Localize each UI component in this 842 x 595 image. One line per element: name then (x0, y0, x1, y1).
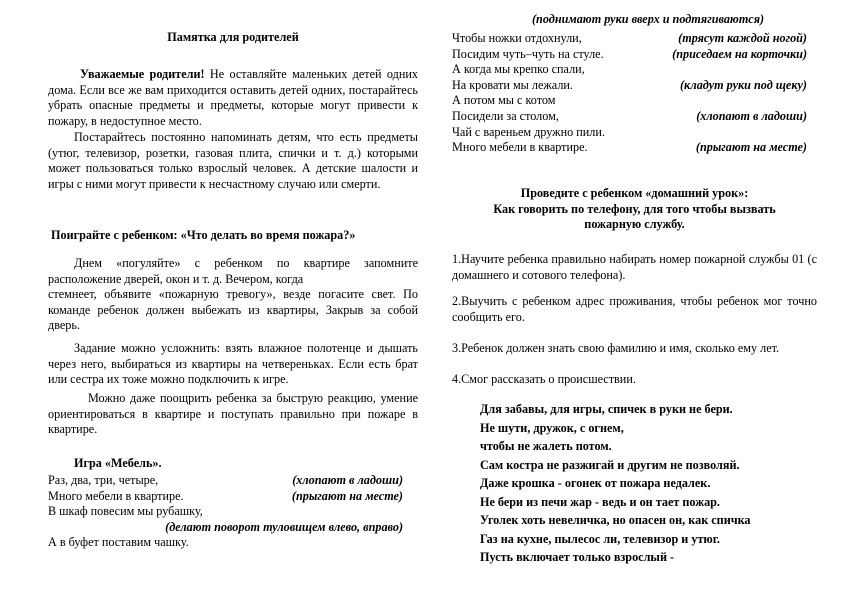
lesson-step-1: 1.Научите ребенка правильно набирать номер пожарной службы 01 (с домашнего и сотового телефона). (452, 252, 817, 282)
verse-text: В шкаф повесим мы рубашку, (48, 504, 203, 519)
verse-text: Посидели за столом, (452, 108, 559, 123)
verse-line (452, 62, 807, 78)
verse-text: На кровати мы лежали. (452, 77, 573, 92)
mebel-heading: Игра «Мебель». (74, 456, 162, 470)
verse-action: (кладут руки под щеку) (679, 77, 807, 92)
verse-action: (приседаем на корточки) (672, 46, 807, 61)
verse-line (452, 31, 807, 47)
verse-line (452, 140, 807, 156)
verse-line (452, 93, 807, 109)
poem-line: Пусть включает только взрослый - (480, 550, 675, 564)
poem-line: Сам костра не разжигай и другим не позволяй. (480, 457, 740, 472)
verse-text: Чай с вареньем дружно пили. (452, 124, 605, 139)
verse-line (48, 473, 403, 489)
verse-action: (хлопают в ладоши) (292, 473, 403, 487)
lesson-step-3: 3.Ребенок должен знать свою фамилию и имя, сколько ему лет. (452, 341, 780, 355)
verse-line (452, 78, 807, 94)
play-heading: Поиграйте с ребенком: «Что делать во время пожара?» (51, 228, 356, 242)
game-paragraph-3: Можно даже поощрить ребенка за быструю реакцию, умение ориентироваться в квартире и поступать правильно при пожаре в квартире. (48, 391, 418, 437)
intro-text: Не оставляйте маленьких детей одних дома. Если все же вам приходится оставить детей одних, постарайтесь убрать опасные предметы и предметы, которые могут привести к пожару, в недоступное место. (48, 67, 418, 128)
top-action: (поднимают руки вверх и подтягиваются) (532, 12, 765, 26)
poem-line: Не бери из печи жар - ведь и он тает пожар. (480, 494, 720, 509)
furniture-verses (452, 31, 807, 156)
verse-text: Много мебели в квартире. (452, 140, 588, 155)
greeting: Уважаемые родители! (80, 67, 205, 81)
poem-line: Для забавы, для игры, спичек в руки не бери. (480, 402, 733, 416)
verse-line (452, 125, 807, 141)
verse-action: (трясут каждой ногой) (678, 31, 807, 45)
verse-text: Раз, два, три, четыре, (48, 473, 159, 487)
verse-text: Посидим чуть–чуть на стуле. (452, 46, 604, 61)
poem-line: Даже крошка - огонек от пожара недалек. (480, 476, 711, 490)
game-paragraph-2: Задание можно усложнить: взять влажное полотенце и дышать через него, выбираться из квартиры на четвереньках. Если есть брат или сестра их тоже можно подключить к игре. (48, 341, 418, 387)
warning-paragraph: Постарайтесь постоянно напоминать детям, что есть предметы (утюг, телевизор, розетки, газовая плита, спички и т. д.) которыми может пользоваться только взрослый человек. А детские шалости и игры с ними могут привести к несчастному случаю или смерти. (48, 130, 418, 191)
lesson-heading-line-2: Как говорить по телефону, для того чтобы вызвать пожарную службу. (493, 201, 776, 232)
verse-action: (прыгают на месте) (695, 140, 807, 155)
verse-text: А когда мы крепко спали, (452, 62, 585, 77)
poem-line: чтобы не жалеть потом. (480, 439, 612, 453)
mebel-verses (48, 473, 403, 551)
poem-line: Не шути, дружок, с огнем, (480, 420, 624, 435)
verse-action: (прыгают на месте) (291, 488, 403, 503)
lesson-heading-line-1: Проведите с ребенком «домашний урок»: (520, 186, 749, 200)
verse-action: (делают поворот туловищем влево, вправо) (165, 519, 403, 534)
poem-line: Уголек хоть невеличка, но опасен он, как спичка (480, 513, 751, 527)
verse-line (48, 489, 403, 505)
verse-line (452, 47, 807, 63)
verse-line (452, 109, 807, 125)
game-paragraph-1b: стемнеет, объявите «пожарную тревогу», везде погасите свет. По команде ребенок должен выбежать из квартиры, Закрыв за собой дверь. (48, 287, 418, 333)
verse-text: Чтобы ножки отдохнули, (452, 31, 582, 45)
fire-safety-poem (480, 400, 820, 567)
verse-action-line (48, 520, 403, 536)
verse-action: (хлопают в ладоши) (696, 108, 807, 123)
game-paragraph-1a: Днем «погуляйте» с ребенком по квартире запомните расположение дверей, окон и т. д. Вечером, когда (48, 256, 418, 286)
lesson-step-4: 4.Смог рассказать о происшествии. (452, 372, 636, 386)
verse-text: Много мебели в квартире. (48, 488, 184, 503)
lesson-heading (452, 186, 817, 233)
intro-paragraph (48, 67, 418, 129)
verse-text: А потом мы с котом (452, 93, 556, 108)
verse-text: А в буфет поставим чашку. (48, 535, 189, 550)
poem-line: Газ на кухне, пылесос ли, телевизор и утюг. (480, 531, 720, 546)
lesson-step-2: 2.Выучить с ребенком адрес проживания, чтобы ребенок мог точно сообщить его. (452, 294, 817, 324)
page-title: Памятка для родителей (167, 30, 299, 44)
verse-line (48, 504, 403, 520)
